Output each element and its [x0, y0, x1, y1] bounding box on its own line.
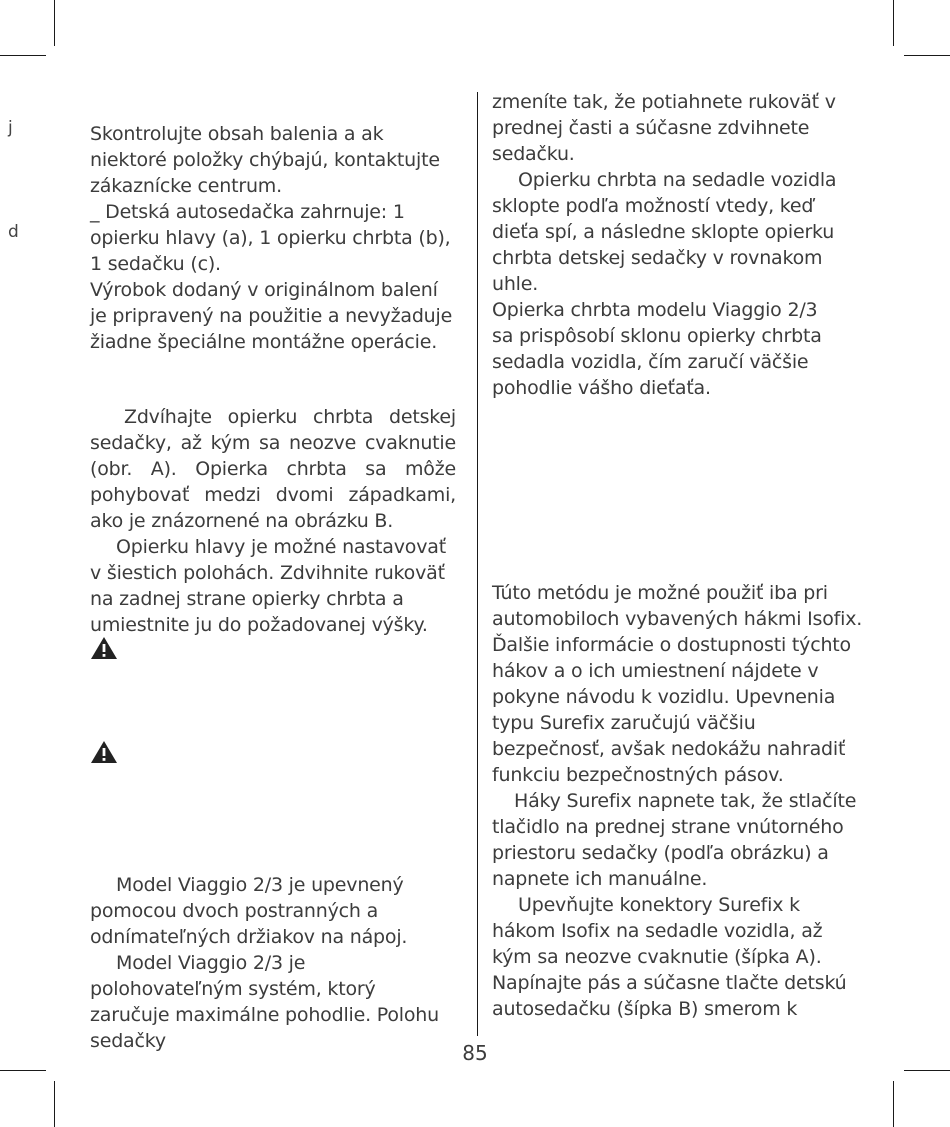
- edge-mark-2: d: [8, 222, 19, 242]
- paragraph: Výrobok dodaný v originálnom balení je pripravený na použitie a nevyžaduje žiadne špeciálne montážne operácie.: [90, 279, 453, 353]
- warning-triangle-icon: [90, 740, 118, 764]
- paragraph: Opierku hlavy je možné nastavovať v šiestich polohách. Zdvihnite rukoväť na zadnej strane opierky chrbta a umiestnite ju do požadovanej výšky.: [90, 536, 446, 636]
- paragraph: Zdvíhajte opierku chrbta detskej sedačky, až kým sa neozve cvaknutie (obr. A). Opierka chrbta sa môže pohybovať medzi dvomi západkami, ako je znázornené na obrázku B.: [90, 406, 456, 532]
- paragraph: Háky Surefix napnete tak, že stlačíte tlačidlo na prednej strane vnútorného priestoru sedačky (podľa obrázku) a napnete ich manuálne.: [492, 790, 857, 890]
- edge-mark-1: j: [8, 118, 13, 138]
- right-block-recline: [492, 89, 842, 401]
- crop-mark-top-left: [54, 0, 55, 46]
- crop-mark-bottom-right: [893, 1081, 894, 1127]
- left-block-contents: [90, 121, 456, 355]
- paragraph: Opierku chrbta na sedadle vozidla sklopte podľa možností vtedy, keď dieťa spí, a následne sklopte opierku chrbta detskej sedačky v rovnakom uhle.: [492, 169, 837, 295]
- paragraph: Skontrolujte obsah balenia a ak niektoré položky chýbajú, kontaktujte zákaznícke centrum.: [90, 123, 440, 197]
- page-number: 85: [462, 1041, 488, 1065]
- left-block-cupholders: [90, 872, 460, 1054]
- crop-mark-bottom-right-h: [904, 1070, 950, 1071]
- crop-mark-bottom-left: [54, 1081, 55, 1127]
- paragraph: Túto metódu je možné použiť iba pri automobiloch vybavených hákmi Isofix. Ďalšie informácie o dostupnosti týchto hákov a o ich umiestnení nájdete v pokyne návodu k vozidlu. Upevnenia typu Surefix zaručujú väčšiu bezpečnosť, avšak nedokážu nahradiť funkciu bezpečnostných pásov.: [492, 582, 863, 786]
- warning-triangle-icon: [90, 636, 118, 660]
- paragraph: Model Viaggio 2/3 je polohovateľným systém, ktorý zaručuje maximálne pohodlie. Polohu sedačky: [90, 952, 439, 1052]
- paragraph: Opierka chrbta modelu Viaggio 2/3 sa prispôsobí sklonu opierky chrbta sedadla vozidla, čím zaručí väčšie pohodlie vášho dieťaťa.: [492, 299, 822, 399]
- crop-mark-bottom-left-h: [0, 1070, 46, 1071]
- paragraph: _ Detská autosedačka zahrnuje: 1 opierku hlavy (a), 1 opierku chrbta (b), 1 sedačku (c).: [90, 201, 451, 275]
- crop-mark-top-left-h: [0, 55, 46, 56]
- paragraph: Model Viaggio 2/3 je upevnený pomocou dvoch postranných a odnímateľných držiakov na nápoj.: [90, 874, 408, 948]
- crop-mark-top-right-h: [904, 55, 950, 56]
- crop-mark-top-right: [893, 0, 894, 46]
- right-block-isofix: [492, 580, 864, 1022]
- column-divider: [477, 92, 478, 1036]
- left-block-adjustment: [90, 404, 456, 638]
- paragraph: Upevňujte konektory Surefix k hákom Isofix na sedadle vozidla, až kým sa neozve cvaknutie (šípka A). Napínajte pás a súčasne tlačte detskú autosedačku (šípka B) smerom k: [492, 894, 847, 1020]
- paragraph: zmeníte tak, že potiahnete rukoväť v prednej časti a súčasne zdvihnete sedačku.: [492, 91, 836, 165]
